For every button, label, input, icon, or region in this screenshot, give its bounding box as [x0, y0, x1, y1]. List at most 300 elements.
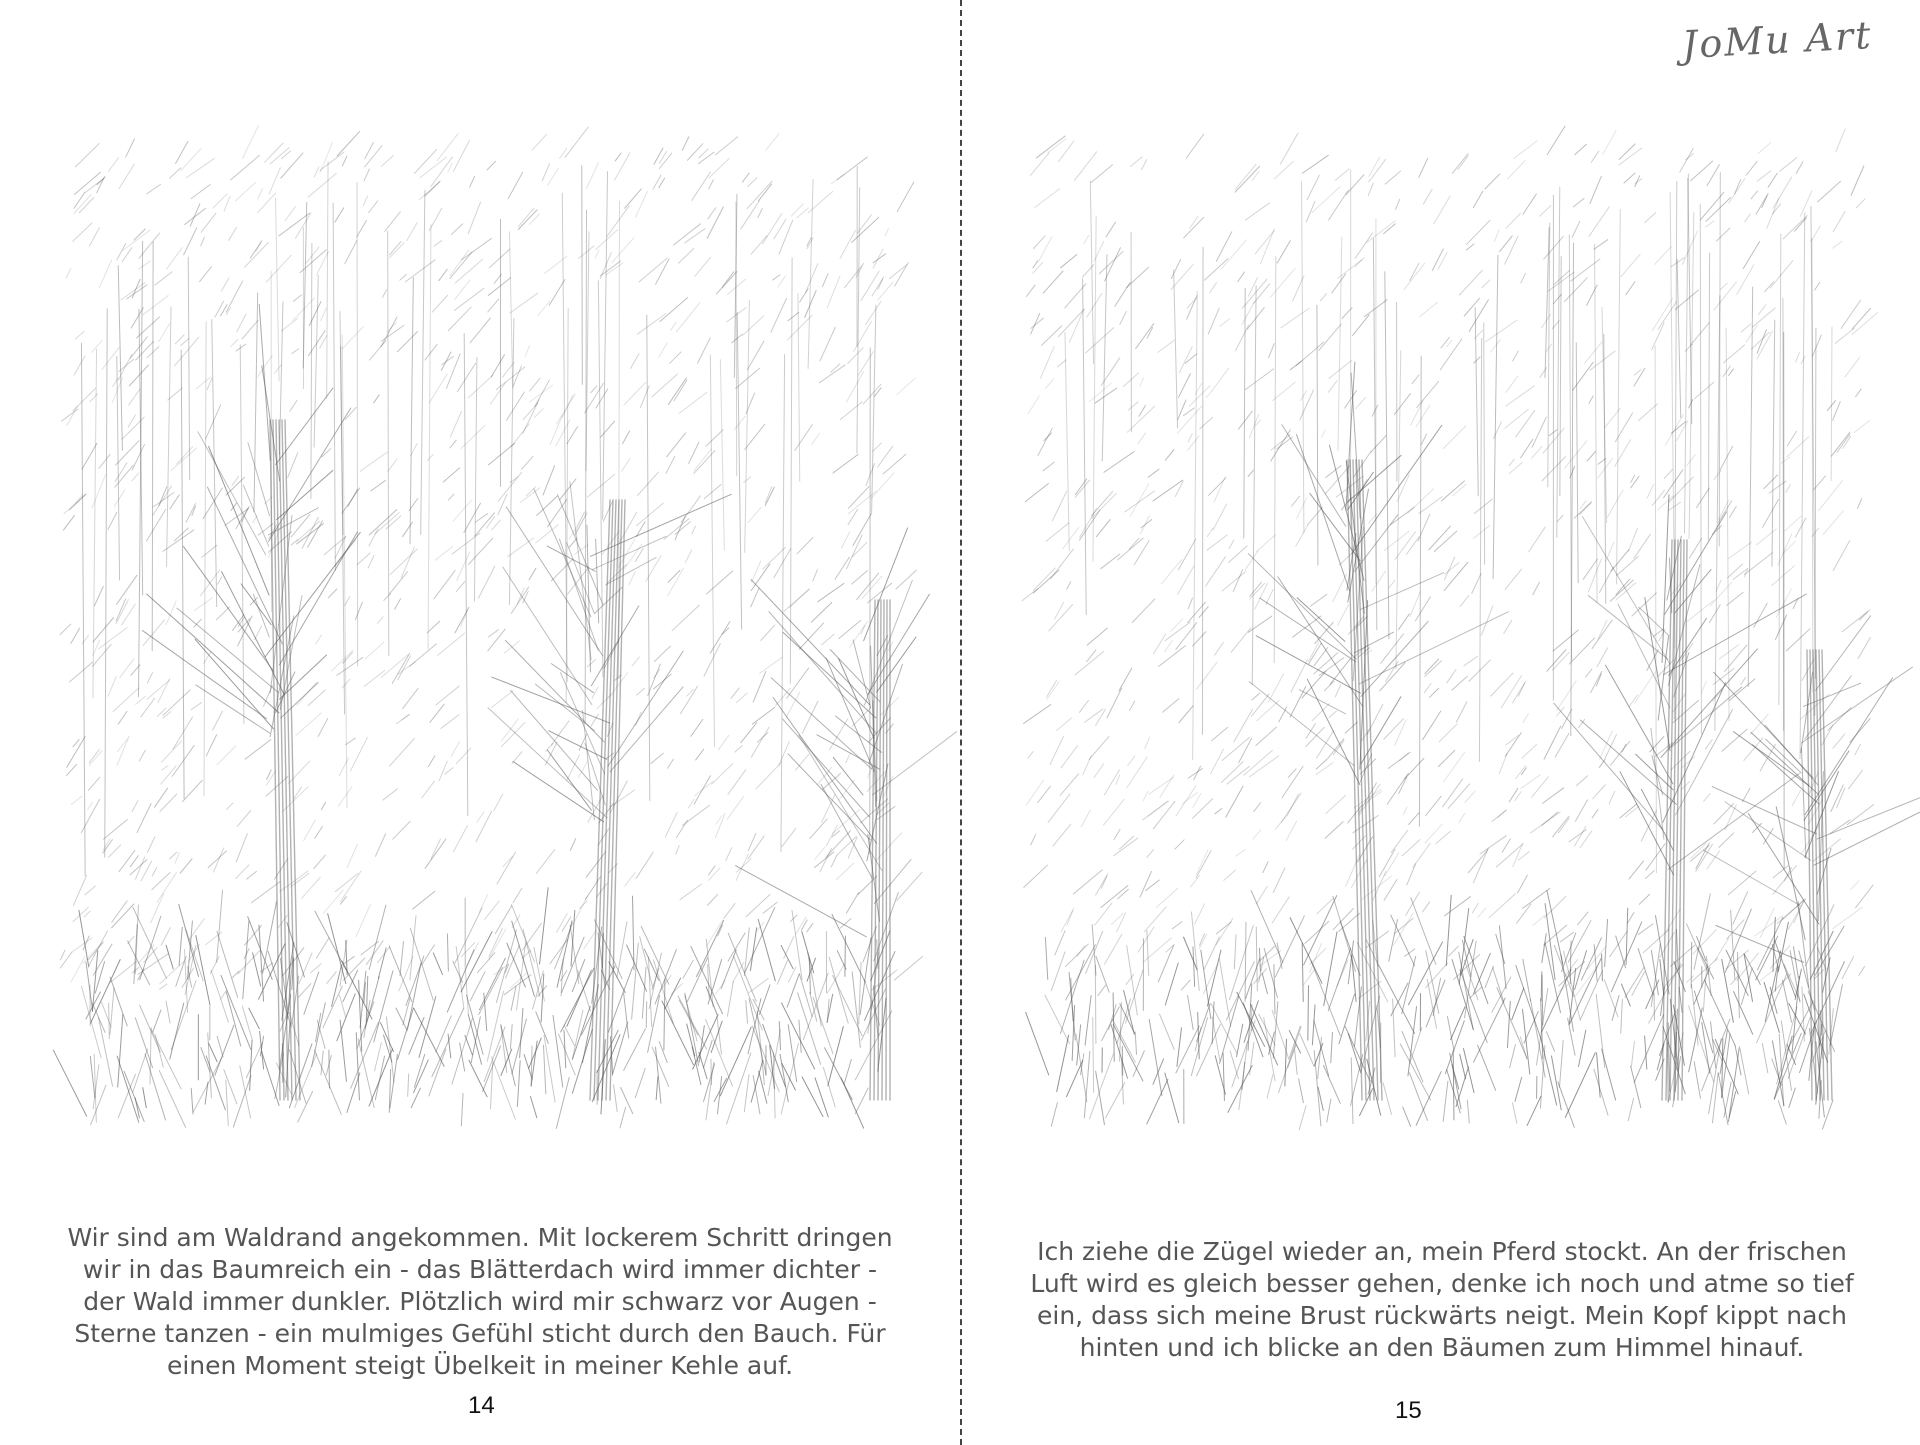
grass-stroke: [691, 947, 723, 1014]
canopy-stroke: [1196, 851, 1211, 878]
canopy-stroke: [1705, 739, 1712, 749]
grass-stroke: [1251, 891, 1283, 963]
grass-stroke: [1510, 1045, 1516, 1068]
canopy-stroke: [147, 680, 170, 699]
canopy-stroke: [1464, 656, 1477, 665]
grass-stroke: [1158, 945, 1173, 981]
grass-stroke: [652, 1047, 669, 1086]
canopy-stroke: [676, 846, 679, 854]
canopy-stroke: [231, 339, 238, 346]
canopy-stroke: [1179, 706, 1193, 723]
tree-line: [474, 357, 476, 601]
canopy-stroke: [873, 443, 882, 452]
canopy-stroke: [1188, 436, 1199, 450]
canopy-stroke: [683, 960, 693, 978]
canopy-stroke: [1359, 981, 1381, 998]
canopy-stroke: [390, 572, 408, 594]
canopy-stroke: [685, 229, 705, 243]
grass-stroke: [447, 950, 474, 1012]
grass-stroke: [1512, 1103, 1516, 1123]
canopy-stroke: [1075, 480, 1089, 497]
grass-stroke: [1331, 1033, 1333, 1063]
grass-stroke: [1391, 915, 1415, 966]
branch-stroke: [551, 664, 593, 693]
canopy-stroke: [136, 341, 154, 360]
canopy-stroke: [826, 831, 850, 857]
canopy-stroke: [1532, 446, 1542, 458]
canopy-stroke: [269, 168, 280, 194]
grass-stroke: [1602, 954, 1603, 981]
canopy-stroke: [1060, 774, 1078, 796]
canopy-stroke: [897, 378, 915, 395]
grass-stroke: [632, 943, 639, 1019]
canopy-stroke: [708, 894, 718, 905]
branch-stroke: [1664, 594, 1807, 675]
canopy-stroke: [321, 802, 325, 809]
canopy-stroke: [157, 873, 176, 903]
canopy-stroke: [439, 761, 447, 781]
canopy-stroke: [451, 224, 462, 235]
grass-stroke: [89, 931, 107, 965]
canopy-stroke: [1619, 144, 1635, 160]
canopy-stroke: [1253, 830, 1261, 839]
canopy-stroke: [61, 950, 65, 959]
canopy-stroke: [398, 656, 411, 680]
grass-stroke: [1830, 985, 1842, 1046]
grass-stroke: [1124, 990, 1135, 1034]
canopy-stroke: [1296, 525, 1308, 546]
canopy-stroke: [815, 847, 825, 859]
canopy-stroke: [72, 938, 92, 952]
grass-stroke: [1515, 1077, 1522, 1101]
canopy-stroke: [763, 214, 782, 244]
canopy-stroke: [1626, 282, 1635, 295]
canopy-stroke: [536, 850, 555, 874]
canopy-stroke: [448, 494, 454, 500]
canopy-stroke: [1571, 259, 1600, 281]
canopy-stroke: [364, 169, 369, 181]
grass-stroke: [648, 957, 651, 1027]
canopy-stroke: [328, 589, 336, 598]
grass-stroke: [411, 1088, 420, 1108]
canopy-stroke: [1848, 770, 1862, 789]
canopy-stroke: [1519, 852, 1530, 860]
canopy-stroke: [1031, 313, 1040, 333]
canopy-stroke: [214, 848, 224, 872]
canopy-stroke: [1781, 457, 1789, 463]
grass-stroke: [1605, 919, 1608, 966]
canopy-stroke: [1107, 688, 1122, 718]
canopy-stroke: [777, 960, 787, 984]
canopy-stroke: [1096, 520, 1110, 537]
branch-stroke: [277, 470, 333, 519]
canopy-stroke: [671, 322, 676, 330]
canopy-stroke: [766, 134, 779, 151]
canopy-stroke: [897, 182, 914, 212]
canopy-stroke: [1744, 553, 1772, 575]
canopy-stroke: [666, 457, 675, 474]
canopy-stroke: [532, 134, 547, 150]
canopy-stroke: [1472, 573, 1481, 593]
canopy-stroke: [1046, 379, 1054, 388]
canopy-stroke: [430, 704, 444, 722]
canopy-stroke: [337, 657, 363, 675]
canopy-stroke: [1066, 944, 1089, 967]
grass-stroke: [501, 1025, 515, 1086]
canopy-stroke: [221, 990, 227, 999]
canopy-stroke: [668, 378, 686, 405]
canopy-stroke: [450, 252, 472, 279]
canopy-stroke: [722, 272, 733, 287]
canopy-stroke: [183, 780, 203, 801]
canopy-stroke: [161, 766, 168, 771]
canopy-stroke: [601, 421, 615, 437]
canopy-stroke: [99, 260, 111, 288]
tree-line: [357, 183, 358, 666]
canopy-stroke: [1255, 231, 1274, 254]
canopy-stroke: [270, 148, 289, 164]
canopy-stroke: [422, 945, 434, 965]
tree-line: [790, 258, 792, 684]
canopy-stroke: [1560, 932, 1573, 942]
canopy-stroke: [419, 181, 440, 200]
canopy-stroke: [651, 753, 663, 763]
canopy-stroke: [1631, 475, 1635, 482]
canopy-stroke: [1332, 274, 1346, 293]
canopy-stroke: [159, 324, 170, 342]
canopy-stroke: [1261, 229, 1275, 264]
grass-stroke: [263, 902, 277, 974]
canopy-stroke: [191, 185, 210, 199]
canopy-stroke: [748, 507, 761, 522]
canopy-stroke: [1310, 949, 1326, 965]
grass-stroke: [176, 957, 186, 987]
canopy-stroke: [1760, 908, 1774, 938]
grass-stroke: [1523, 959, 1531, 1000]
canopy-stroke: [1115, 283, 1130, 306]
grass-stroke: [153, 1010, 161, 1032]
grass-stroke: [1105, 1082, 1124, 1118]
canopy-stroke: [88, 802, 93, 809]
branch-stroke: [196, 685, 270, 733]
canopy-stroke: [1591, 151, 1598, 162]
canopy-stroke: [1402, 840, 1420, 856]
canopy-stroke: [842, 532, 850, 548]
canopy-stroke: [321, 308, 327, 320]
grass-stroke: [1223, 1053, 1224, 1100]
canopy-stroke: [1329, 711, 1336, 717]
canopy-stroke: [1114, 829, 1120, 839]
canopy-stroke: [1213, 504, 1227, 530]
grass-stroke: [855, 1088, 868, 1114]
canopy-stroke: [1094, 764, 1104, 778]
canopy-stroke: [316, 635, 322, 644]
grass-stroke: [1485, 966, 1493, 988]
canopy-stroke: [443, 468, 459, 482]
canopy-stroke: [383, 290, 387, 298]
canopy-stroke: [1320, 294, 1326, 301]
canopy-stroke: [726, 848, 732, 861]
canopy-stroke: [1833, 734, 1845, 748]
canopy-stroke: [1796, 353, 1800, 363]
canopy-stroke: [1553, 294, 1561, 304]
grass-stroke: [452, 1018, 472, 1084]
tree-line: [1274, 256, 1276, 662]
grass-stroke: [1084, 1051, 1089, 1117]
canopy-stroke: [1831, 432, 1849, 456]
canopy-stroke: [73, 223, 92, 241]
branch-stroke: [488, 708, 607, 818]
canopy-stroke: [1665, 415, 1683, 446]
canopy-stroke: [317, 251, 329, 275]
tree-line: [118, 266, 122, 451]
canopy-stroke: [1195, 904, 1205, 925]
canopy-stroke: [132, 444, 144, 470]
grass-stroke: [1411, 898, 1436, 965]
grass-stroke: [567, 970, 591, 1026]
branch-stroke: [1645, 598, 1670, 751]
canopy-stroke: [1257, 535, 1275, 551]
canopy-stroke: [1493, 422, 1501, 439]
canopy-stroke: [715, 137, 737, 155]
canopy-stroke: [232, 971, 239, 978]
canopy-stroke: [741, 723, 757, 743]
canopy-stroke: [258, 355, 273, 376]
canopy-stroke: [1720, 446, 1733, 470]
canopy-stroke: [118, 711, 127, 724]
branch-stroke: [1361, 621, 1428, 696]
grass-stroke: [217, 1036, 223, 1057]
canopy-stroke: [1730, 506, 1737, 517]
grass-stroke: [461, 1094, 463, 1126]
canopy-stroke: [1625, 968, 1644, 998]
canopy-stroke: [689, 442, 699, 463]
canopy-stroke: [414, 150, 436, 174]
grass-stroke: [727, 982, 733, 1017]
grass-stroke: [1579, 1030, 1586, 1066]
grass-stroke: [1499, 926, 1506, 989]
canopy-stroke: [1024, 705, 1051, 724]
canopy-stroke: [348, 489, 358, 506]
canopy-stroke: [570, 839, 575, 851]
canopy-stroke: [171, 448, 197, 470]
canopy-stroke: [831, 364, 840, 373]
right-page: [962, 0, 1920, 1445]
grass-stroke: [648, 995, 660, 1052]
canopy-stroke: [846, 754, 850, 763]
canopy-stroke: [615, 153, 621, 161]
canopy-stroke: [242, 320, 258, 338]
canopy-stroke: [175, 335, 184, 344]
grass-stroke: [1565, 1053, 1595, 1118]
tree-line: [428, 225, 431, 649]
canopy-stroke: [1448, 784, 1469, 808]
canopy-stroke: [88, 777, 99, 790]
canopy-stroke: [1389, 580, 1395, 587]
tree-line: [117, 356, 120, 580]
branch-stroke: [1801, 667, 1912, 743]
canopy-stroke: [562, 917, 571, 931]
canopy-stroke: [1770, 261, 1792, 288]
grass-stroke: [465, 965, 468, 1013]
tree-line: [870, 348, 871, 854]
branch-stroke: [868, 834, 880, 921]
grass-stroke: [358, 1039, 374, 1108]
grass-stroke: [196, 936, 210, 1006]
grass-stroke: [779, 1022, 780, 1050]
canopy-stroke: [119, 164, 134, 188]
grass-stroke: [1188, 995, 1194, 1029]
grass-stroke: [1460, 970, 1487, 1043]
canopy-stroke: [427, 621, 439, 633]
grass-stroke: [429, 1049, 446, 1096]
grass-stroke: [1026, 1012, 1049, 1075]
canopy-stroke: [709, 180, 714, 189]
grass-stroke: [124, 1072, 144, 1122]
canopy-stroke: [143, 620, 164, 646]
canopy-stroke: [513, 366, 521, 386]
branch-stroke: [1359, 612, 1508, 684]
canopy-stroke: [1474, 499, 1492, 513]
grass-stroke: [1527, 1096, 1541, 1125]
grass-stroke: [1328, 948, 1350, 1011]
canopy-stroke: [119, 850, 135, 871]
canopy-stroke: [1222, 572, 1245, 591]
canopy-stroke: [360, 452, 387, 471]
grass-stroke: [720, 1027, 751, 1096]
canopy-stroke: [692, 172, 711, 200]
canopy-stroke: [1104, 452, 1134, 473]
canopy-stroke: [1696, 844, 1713, 871]
canopy-stroke: [797, 537, 813, 553]
canopy-stroke: [346, 738, 356, 745]
canopy-stroke: [1091, 494, 1116, 519]
canopy-stroke: [789, 967, 796, 982]
canopy-stroke: [381, 655, 408, 678]
canopy-stroke: [1129, 538, 1139, 549]
grass-stroke: [860, 938, 871, 1015]
grass-stroke: [1668, 1042, 1669, 1101]
grass-stroke: [1379, 965, 1415, 1034]
grass-stroke: [455, 908, 482, 963]
canopy-stroke: [1022, 589, 1038, 601]
canopy-stroke: [744, 477, 751, 483]
canopy-stroke: [1140, 378, 1143, 386]
canopy-stroke: [1544, 896, 1565, 917]
canopy-stroke: [429, 374, 447, 403]
canopy-stroke: [388, 459, 397, 471]
grass-stroke: [511, 987, 516, 1011]
canopy-stroke: [1439, 724, 1457, 742]
tree-line: [1779, 234, 1781, 704]
canopy-stroke: [1244, 750, 1273, 775]
grass-stroke: [1273, 1002, 1278, 1058]
tree-line: [582, 166, 583, 385]
branch-stroke: [147, 594, 279, 713]
canopy-stroke: [364, 670, 385, 686]
canopy-stroke: [1236, 850, 1246, 857]
canopy-stroke: [1769, 974, 1790, 996]
canopy-stroke: [896, 570, 916, 589]
canopy-stroke: [1053, 824, 1071, 846]
canopy-stroke: [1235, 166, 1259, 192]
canopy-stroke: [712, 763, 733, 784]
canopy-stroke: [335, 208, 344, 222]
grass-stroke: [1433, 978, 1440, 1016]
canopy-stroke: [784, 937, 794, 959]
grass-stroke: [347, 1073, 360, 1113]
canopy-stroke: [1628, 913, 1634, 924]
canopy-stroke: [1423, 189, 1432, 204]
canopy-stroke: [1148, 469, 1159, 477]
canopy-stroke: [1128, 402, 1138, 410]
tree-line: [276, 198, 280, 381]
canopy-stroke: [137, 804, 151, 833]
grass-stroke: [226, 1080, 228, 1126]
grass-stroke: [1314, 1050, 1321, 1125]
grass-stroke: [118, 1014, 123, 1087]
canopy-stroke: [170, 495, 179, 509]
grass-stroke: [530, 1096, 536, 1117]
canopy-stroke: [1509, 788, 1517, 801]
canopy-stroke: [1280, 133, 1298, 164]
grass-stroke: [1602, 1049, 1616, 1100]
canopy-stroke: [1851, 881, 1859, 890]
tree-line: [1102, 255, 1107, 461]
canopy-stroke: [1036, 136, 1065, 158]
canopy-stroke: [811, 602, 831, 622]
canopy-stroke: [1144, 907, 1166, 932]
canopy-stroke: [121, 282, 145, 300]
tree-line: [1338, 237, 1342, 450]
grass-stroke: [572, 1006, 590, 1059]
canopy-stroke: [1142, 160, 1147, 170]
canopy-stroke: [1737, 265, 1754, 295]
tree-line: [1174, 270, 1178, 428]
grass-stroke: [1201, 950, 1211, 1018]
grass-stroke: [828, 1027, 843, 1086]
canopy-stroke: [1741, 678, 1746, 685]
grass-stroke: [410, 916, 416, 980]
canopy-stroke: [1639, 894, 1649, 904]
branch-stroke: [269, 408, 351, 542]
canopy-stroke: [494, 794, 503, 811]
canopy-stroke: [89, 228, 99, 247]
grass-stroke: [721, 950, 736, 989]
tree-line: [1493, 255, 1498, 578]
canopy-stroke: [1506, 376, 1518, 392]
canopy-stroke: [67, 764, 77, 775]
canopy-stroke: [427, 455, 433, 461]
tree-line: [1317, 305, 1318, 565]
canopy-stroke: [1474, 525, 1490, 538]
grass-stroke: [825, 1048, 853, 1100]
canopy-stroke: [675, 516, 685, 540]
canopy-stroke: [407, 222, 418, 240]
grass-stroke: [329, 1050, 330, 1088]
canopy-stroke: [1353, 315, 1370, 336]
tree-line: [188, 257, 189, 480]
canopy-stroke: [1558, 818, 1569, 833]
canopy-stroke: [206, 735, 216, 756]
canopy-stroke: [1513, 351, 1519, 361]
canopy-stroke: [709, 866, 715, 875]
canopy-stroke: [1131, 157, 1142, 166]
canopy-stroke: [1245, 369, 1273, 390]
grass-stroke: [205, 1082, 208, 1104]
canopy-stroke: [1851, 166, 1864, 195]
canopy-stroke: [71, 957, 84, 982]
